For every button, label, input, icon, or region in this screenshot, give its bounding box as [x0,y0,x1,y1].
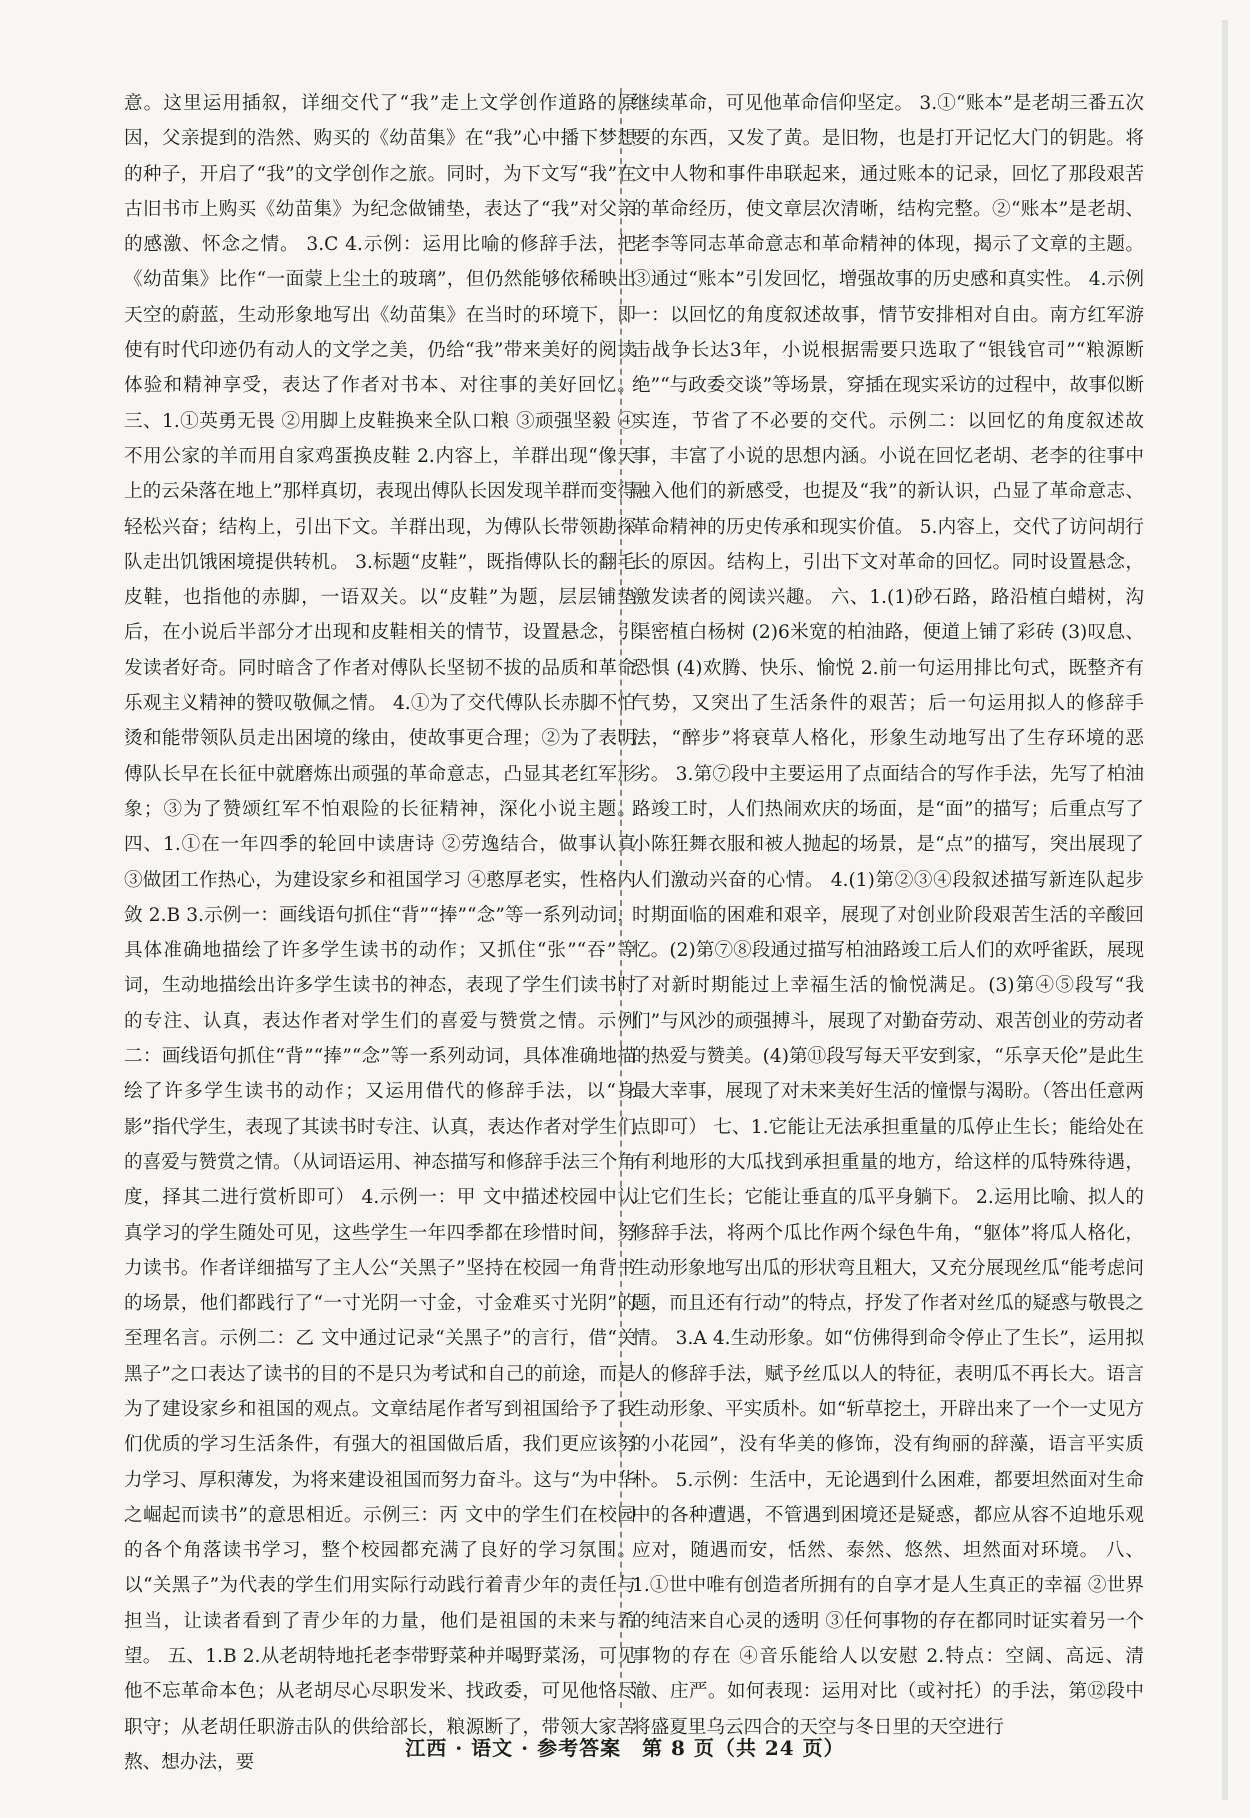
right-column-text: 继续革命，可见他革命信仰坚定。 3.①“账本”是老胡三番五次要的东西，又发了黄。是旧物，也是打开记忆大门的钥匙。将文中人物和事件串联起来，通过账本的记录，回忆了那段艰苦的革命经历，使文章层次清晰，结构完整。②“账本”是老胡、老李等同志革命意志和革命精神的体现，揭示了文章的主题。③通过“账本”引发回忆，增强故事的历史感和真实性。 4.示例一：以回忆的角度叙述故事，情节安排相对自由。南方红军游击战争长达3年，小说根据需要只选取了“银钱官司”“粮源断绝”“与政委交谈”等场景，穿插在现实采访的过程中，故事似断实连，节省了不必要的交代。示例二：以回忆的角度叙述故事，丰富了小说的思想内涵。小说在回忆老胡、老李的往事中融入他们的新感受，也提及“我”的新认识，凸显了革命意志、革命精神的历史传承和现实价值。 5.内容上，交代了访问胡行长的原因。结构上，引出下文对革命的回忆。同时设置悬念，激发读者的阅读兴趣。 六、1.(1)砂石路，路沿植白蜡树，沟渠密植白杨树 (2)6米宽的柏油路，便道上铺了彩砖 (3)叹息、恐惧 (4)欢腾、快乐、愉悦 2.前一句运用排比句式，既整齐有气势，又突出了生活条件的艰苦；后一句运用拟人的修辞手法，“醉步”将衰草人格化，形象生动地写出了生存环境的恶劣。 3.第⑦段中主要运用了点面结合的写作手法，先写了柏油路竣工时，人们热闹欢庆的场面，是“面”的描写；后重点写了小陈狂舞衣服和被人抛起的场景，是“点”的描写，突出展现了人们激动兴奋的心情。 4.(1)第②③④段叙述描写新连队起步时期面临的困难和艰辛，展现了对创业阶段艰苦生活的辛酸回忆。(2)第⑦⑧段通过描写柏油路竣工后人们的欢呼雀跃，展现了对新时期能过上幸福生活的愉悦满足。(3)第④⑤段写“我们”与风沙的顽强搏斗，展现了对勤奋劳动、艰苦创业的劳动者的热爱与赞美。(4)第⑪段写每天平安到家，“乐享天伦”是此生最大幸事，展现了对未来美好生活的憧憬与渴盼。（答出任意两点即可） 七、1.它能让无法承担重量的瓜停止生长；能给处在有利地形的大瓜找到承担重量的地方，给这样的瓜特殊待遇，让它们生长；它能让垂直的瓜平身躺下。 2.运用比喻、拟人的修辞手法，将两个瓜比作两个绿色牛角，“躯体”将瓜人格化，生动形象地写出瓜的形状弯且粗大，又充分展现丝瓜“能考虑问题，而且还有行动”的特点，抒发了作者对丝瓜的疑惑与敬畏之情。 3.A 4.生动形象。如“仿佛得到命令停止了生长”，运用拟人的修辞手法，赋予丝瓜以人的特征，表明瓜不再长大。语言生动形象、平实质朴。如“斩草挖土，开辟出来了一个一丈见方的小花园”，没有华美的修饰，没有绚丽的辞藻，语言平实质朴。 5.示例：生活中，无论遇到什么困难，都要坦然面对生命中的各种遭遇，不管遇到困境还是疑惑，都应从容不迫地乐观应对，随遇而安，恬然、泰然、悠然、坦然面对环境。 八、1.①世中唯有创造者所拥有的自享才是人生真正的幸福 ②世界的纯洁来自心灵的透明 ③任何事物的存在都同时证实着另一个事物的存在 ④音乐能给人以安慰 2.特点：空阔、高远、清澈、庄严。如何表现：运用对比（或衬托）的手法，第⑫段中将盛夏里乌云四合的天空与冬日里的天空进行 [632,93,1144,1738]
scan-edge [1222,20,1228,1800]
left-column [124,86,636,1780]
page-footer: 江西 · 语文 · 参考答案 第 8 页（共 24 页） [405,1736,845,1760]
left-column-text: 意。这里运用插叙，详细交代了“我”走上文学创作道路的原因，父亲提到的浩然、购买的《幼苗集》在“我”心中播下梦想的种子，开启了“我”的文学创作之旅。同时，为下文写“我”在古旧书市上购买《幼苗集》为纪念做铺垫，表达了“我”对父亲的感激、怀念之情。 3.C 4.示例：运用比喻的修辞手法，把《幼苗集》比作“一面蒙上尘土的玻璃”，但仍然能够依稀映出天空的蔚蓝，生动形象地写出《幼苗集》在当时的环境下，即使有时代印迹仍有动人的文学之美，仍给“我”带来美好的阅读体验和精神享受，表达了作者对书本、对往事的美好回忆。 三、1.①英勇无畏 ②用脚上皮鞋换来全队口粮 ③顽强坚毅 ④不用公家的羊而用自家鸡蛋换皮鞋 2.内容上，羊群出现“像天上的云朵落在地上”那样真切，表现出傅队长因发现羊群而变得轻松兴奋；结构上，引出下文。羊群出现，为傅队长带领勘探队走出饥饿困境提供转机。 3.标题“皮鞋”，既指傅队长的翻毛皮鞋，也指他的赤脚，一语双关。以“皮鞋”为题，层层铺垫后，在小说后半部分才出现和皮鞋相关的情节，设置悬念，引发读者好奇。同时暗含了作者对傅队长坚韧不拔的品质和革命乐观主义精神的赞叹敬佩之情。 4.①为了交代傅队长赤脚不怕烫和能带领队员走出困境的缘由，使故事更合理；②为了表明傅队长早在长征中就磨炼出顽强的革命意志，凸显其老红军形象；③为了赞颂红军不怕艰险的长征精神，深化小说主题。 四、1.①在一年四季的轮回中读唐诗 ②劳逸结合，做事认真 ③做团工作热心，为建设家乡和祖国学习 ④憨厚老实，性格内敛 2.B 3.示例一：画线语句抓住“背”“捧”“念”等一系列动词，具体准确地描绘了许多学生读书的动作；又抓住“张”“吞”等词，生动地描绘出许多学生读书的神态，表现了学生们读书时的专注、认真，表达作者对学生们的喜爱与赞赏之情。示例二：画线语句抓住“背”“捧”“念”等一系列动词，具体准确地描绘了许多学生读书的动作；又运用借代的修辞手法，以“身影”指代学生，表现了其读书时专注、认真，表达作者对学生们的喜爱与赞赏之情。（从词语运用、神态描写和修辞手法三个角度，择其二进行赏析即可） 4.示例一：甲 文中描述校园中认真学习的学生随处可见，这些学生一年四季都在珍惜时间，努力读书。作者详细描写了主人公“关黑子”坚持在校园一角背书的场景，他们都践行了“一寸光阴一寸金，寸金难买寸光阴”的至理名言。示例二：乙 文中通过记录“关黑子”的言行，借“关黑子”之口表达了读书的目的不是只为考试和自己的前途，而是为了建设家乡和祖国的观点。文章结尾作者写到祖国给予了我们优质的学习生活条件，有强大的祖国做后盾，我们更应该努力学习、厚积薄发，为将来建设祖国而努力奋斗。这与“为中华之崛起而读书”的意思相近。示例三：丙 文中的学生们在校园的各个角落读书学习，整个校园都充满了良好的学习氛围。以“关黑子”为代表的学生们用实际行动践行着青少年的责任与担当，让读者看到了青少年的力量，他们是祖国的未来与希望。 五、1.B 2.从老胡特地托老李带野菜种并喝野菜汤，可见他不忘革命本色；从老胡尽心尽职发米、找政委，可见他恪尽职守；从老胡任职游击队的供给部长，粮源断了，带领大家苦熬、想办法，要 [124,93,636,1773]
column-divider [620,88,622,1708]
right-column [632,86,1144,1745]
